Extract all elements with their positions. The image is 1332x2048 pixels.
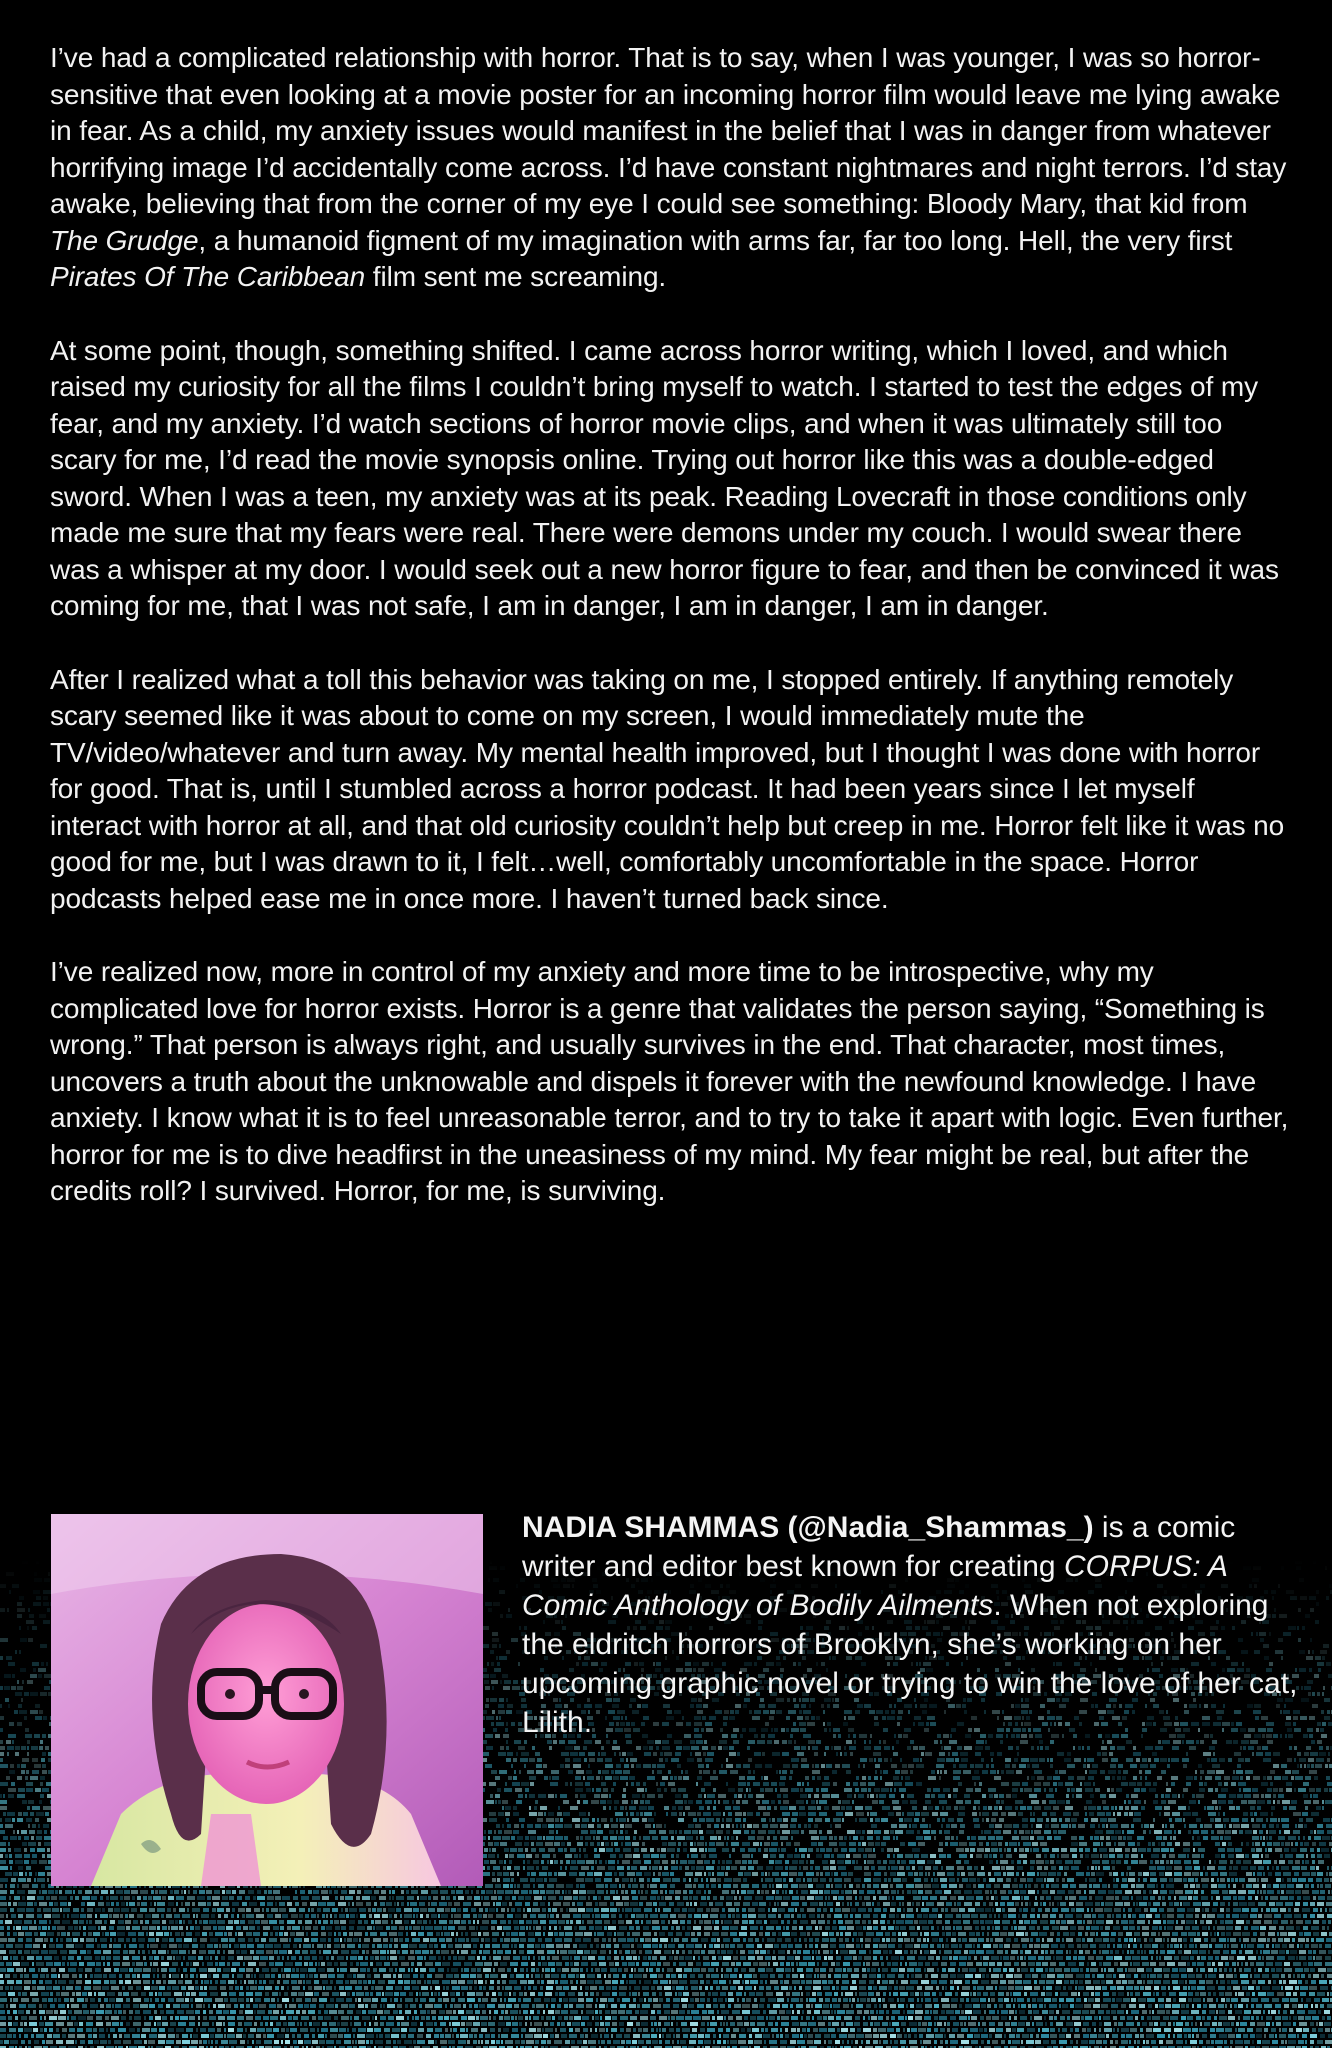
essay-paragraph-1: I’ve had a complicated relationship with horror. That is to say, when I was younger, I was so horror-sensitive that even looking at a movie poster for an incoming horror film would leave me lying awake in fear. As a child, my anxiety issues would manifest in the belief that I was in danger from whatever horrifying image I’d accidentally come across. I’d have constant nightmares and night terrors. I’d stay awake, believing that from the corner of my eye I could see something: Bloody Mary, that kid from The Grudge, a humanoid figment of my imagination with arms far, far too long. Hell, the very first Pirates Of The Caribbean film sent me screaming.	[50, 42, 1287, 292]
author-photo	[51, 1514, 483, 1886]
essay-body	[50, 40, 1290, 1247]
author-name: NADIA SHAMMAS (@Nadia_Shammas_)	[522, 1511, 1094, 1544]
film-title-pirates: Pirates Of The Caribbean	[50, 261, 366, 292]
author-bio: NADIA SHAMMAS (@Nadia_Shammas_) is a comic writer and editor best known for creating CORPUS: A Comic Anthology of Bodily Ailments. When not exploring the eldritch horrors of Brooklyn, she’s working on her upcoming graphic novel or trying to win the love of her cat, Lilith.	[522, 1511, 1298, 1739]
essay-paragraph-3: After I realized what a toll this behavior was taking on me, I stopped entirely. If anything remotely scary seemed like it was about to come on my screen, I would immediately mute the TV/video/whatever and turn away. My mental health improved, but I thought I was done with horror for good. That is, until I stumbled across a horror podcast. It had been years since I let myself interact with horror at all, and that old curiosity couldn’t help but creep in me. Horror felt like it was no good for me, but I was drawn to it, I felt…well, comfortably uncomfortable in the space. Horror podcasts helped ease me in once more. I haven’t turned back since.	[50, 663, 1285, 914]
essay-paragraph-2: At some point, though, something shifted. I came across horror writing, which I loved, and which raised my curiosity for all the films I couldn’t bring myself to watch. I started to test the edges of my fear, and my anxiety. I’d watch sections of horror movie clips, and when it was ultimately still too scary for me, I’d read the movie synopsis online. Trying out horror like this was a double-edged sword. When I was a teen, my anxiety was at its peak. Reading Lovecraft in those conditions only made me sure that my fears were real. There were demons under my couch. I would swear there was a whisper at my door. I would seek out a new horror figure to fear, and then be convinced it was coming for me, that I was not safe, I am in danger, I am in danger, I am in danger.	[50, 334, 1279, 621]
essay-paragraph-4: I’ve realized now, more in control of my anxiety and more time to be introspective, why my complicated love for horror exists. Horror is a genre that validates the person saying, “Something is wrong.” That person is always right, and usually survives in the end. That character, most times, uncovers a truth about the unknowable and dispels it forever with the newfound knowledge. I have anxiety. I know what it is to feel unreasonable terror, and to try to take it apart with logic. Even further, horror for me is to dive headfirst in the uneasiness of my mind. My fear might be real, but after the credits roll? I survived. Horror, for me, is surviving.	[50, 956, 1289, 1206]
book-title: CORPUS: A Comic Anthology of Bodily Ailments	[522, 1550, 1227, 1622]
film-title-the-grudge: The Grudge	[50, 224, 199, 256]
